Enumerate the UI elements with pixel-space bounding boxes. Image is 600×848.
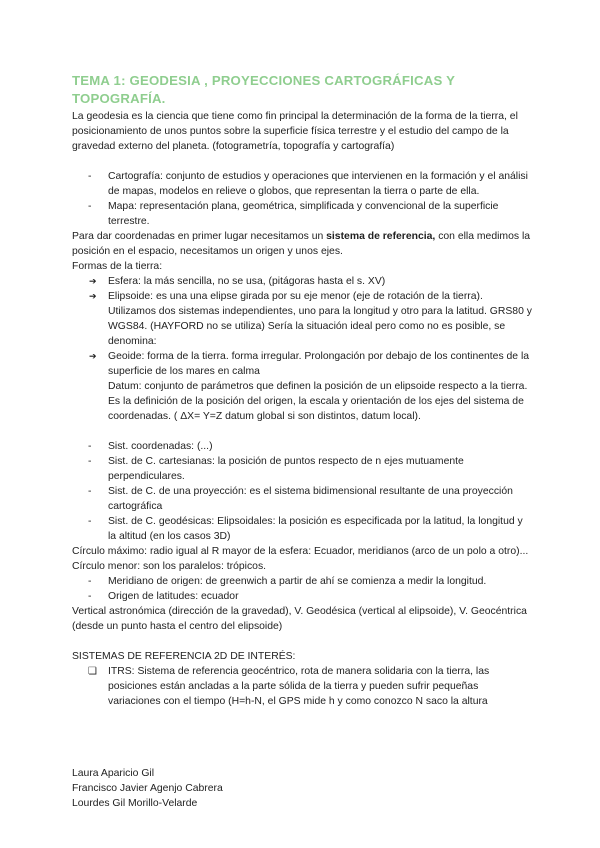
list-item-text: Cartografía: conjunto de estudios y operaciones que intervienen en la formación y el análisi de mapas, modelos en relieve o globos, que representan la tierra o parte de ella. (108, 171, 528, 197)
formas-list (72, 274, 532, 424)
list-item (72, 589, 532, 604)
document-body (72, 72, 532, 709)
list-item (72, 514, 532, 544)
dash-bullet: - (88, 486, 92, 497)
list-item (72, 664, 532, 709)
checkbox-bullet-icon: ❏ (88, 666, 97, 677)
author-name: Francisco Javier Agenjo Cabrera (72, 783, 223, 794)
intro-paragraph: La geodesia es la ciencia que tiene como fin principal la determinación de la forma de la tierra, el posicionamiento de unos puntos sobre la superficie física terrestre y el estudio del campo de la gravedad externo del planeta. (fotogrametría, topografía y cartografía) (72, 111, 518, 152)
circulo-maximo: Círculo máximo: radio igual al R mayor de la esfera: Ecuador, meridianos (arco de un polo a otro)... (72, 546, 529, 557)
dash-bullet: - (88, 516, 92, 527)
list-item (72, 169, 532, 199)
list-item (72, 289, 532, 349)
formas-label: Formas de la tierra: (72, 261, 163, 272)
list-item (72, 349, 532, 424)
reference-paragraph: Para dar coordenadas en primer lugar necesitamos un sistema de referencia, con ella medimos la posición en el espacio, necesitamos un origen y unos ejes. (72, 231, 531, 257)
page-title: TEMA 1: GEODESIA , PROYECCIONES CARTOGRÁFICAS Y TOPOGRAFÍA. (72, 73, 455, 106)
list-item (72, 439, 532, 454)
sistemas-list (72, 664, 532, 709)
dash-bullet: - (88, 591, 92, 602)
arrow-bullet-icon: ➔ (89, 291, 97, 301)
arrow-bullet-icon: ➔ (89, 276, 97, 286)
list-item (72, 454, 532, 484)
dash-bullet: - (88, 441, 92, 452)
definitions-list (72, 169, 532, 229)
list-item-text: Esfera: la más sencilla, no se usa, (pitágoras hasta el s. XV) (108, 276, 386, 287)
list-item-text: Elipsoide: es una una elipse girada por su eje menor (eje de rotación de la tierra). Utilizamos dos sistemas independientes, uno para la longitud y otro para la latitud. GRS80 y WGS84. (HAYFORD no se utiliza) Sería la situación ideal pero como no es posible, se denomina: (108, 291, 532, 347)
list-item (72, 274, 532, 289)
list-item-text: Mapa: representación plana, geométrica, simplificada y convencional de la superficie terrestre. (108, 201, 499, 227)
list-item-text: Sist. de C. geodésicas: Elipsoidales: la posición es especificada por la latitud, la longitud y la altitud (en los casos 3D) (108, 516, 523, 542)
list-item-text: ITRS: Sistema de referencia geocéntrico, rota de manera solidaria con la tierra, las posiciones están ancladas a la parte sólida de la tierra y pueden sufrir pequeñas variaciones con el tiempo (H=h-N, el GPS mide h y como conozco N saco la altura (108, 666, 490, 707)
list-item-text: Origen de latitudes: ecuador (108, 591, 239, 602)
list-item-text: Sist. de C. cartesianas: la posición de puntos respecto de n ejes mutuamente perpendiculares. (108, 456, 464, 482)
list-item-text: Geoide: forma de la tierra. forma irregular. Prolongación por debajo de los continentes de la superficie de los mares en calma (108, 351, 530, 377)
dash-bullet: - (88, 201, 92, 212)
circulo-menor: Círculo menor: son los paralelos: trópicos. (72, 561, 267, 572)
list-item (72, 484, 532, 514)
list-item-text: Meridiano de origen: de greenwich a partir de ahí se comienza a medir la longitud. (108, 576, 487, 587)
arrow-bullet-icon: ➔ (89, 351, 97, 361)
dash-bullet: - (88, 171, 92, 182)
vertical-paragraph: Vertical astronómica (dirección de la gravedad), V. Geodésica (vertical al elipsoide), V. Geocéntrica (desde un punto hasta el centro del elipsoide) (72, 606, 527, 632)
list-item-text: Sist. de C. de una proyección: es el sistema bidimensional resultante de una proyección cartográfica (108, 486, 513, 512)
meridian-list (72, 574, 532, 604)
list-item (72, 199, 532, 229)
sistemas-heading: SISTEMAS DE REFERENCIA 2D DE INTERÉS: (72, 651, 296, 662)
authors-block (72, 766, 223, 811)
author-name: Laura Aparicio Gil (72, 768, 155, 779)
list-item (72, 574, 532, 589)
dash-bullet: - (88, 456, 92, 467)
dash-bullet: - (88, 576, 92, 587)
author-name: Lourdes Gil Morillo-Velarde (72, 798, 198, 809)
coordinate-systems-list (72, 439, 532, 544)
datum-definition: Datum: conjunto de parámetros que definen la posición de un elipsoide respecto a la tierra. Es la definición de la posición del origen, la escala y orientación de los ejes del sistema de coordenadas. ( ΔX= Y=Z datum global si son distintos, datum local). (108, 381, 528, 422)
list-item-text: Sist. coordenadas: (...) (108, 441, 213, 452)
